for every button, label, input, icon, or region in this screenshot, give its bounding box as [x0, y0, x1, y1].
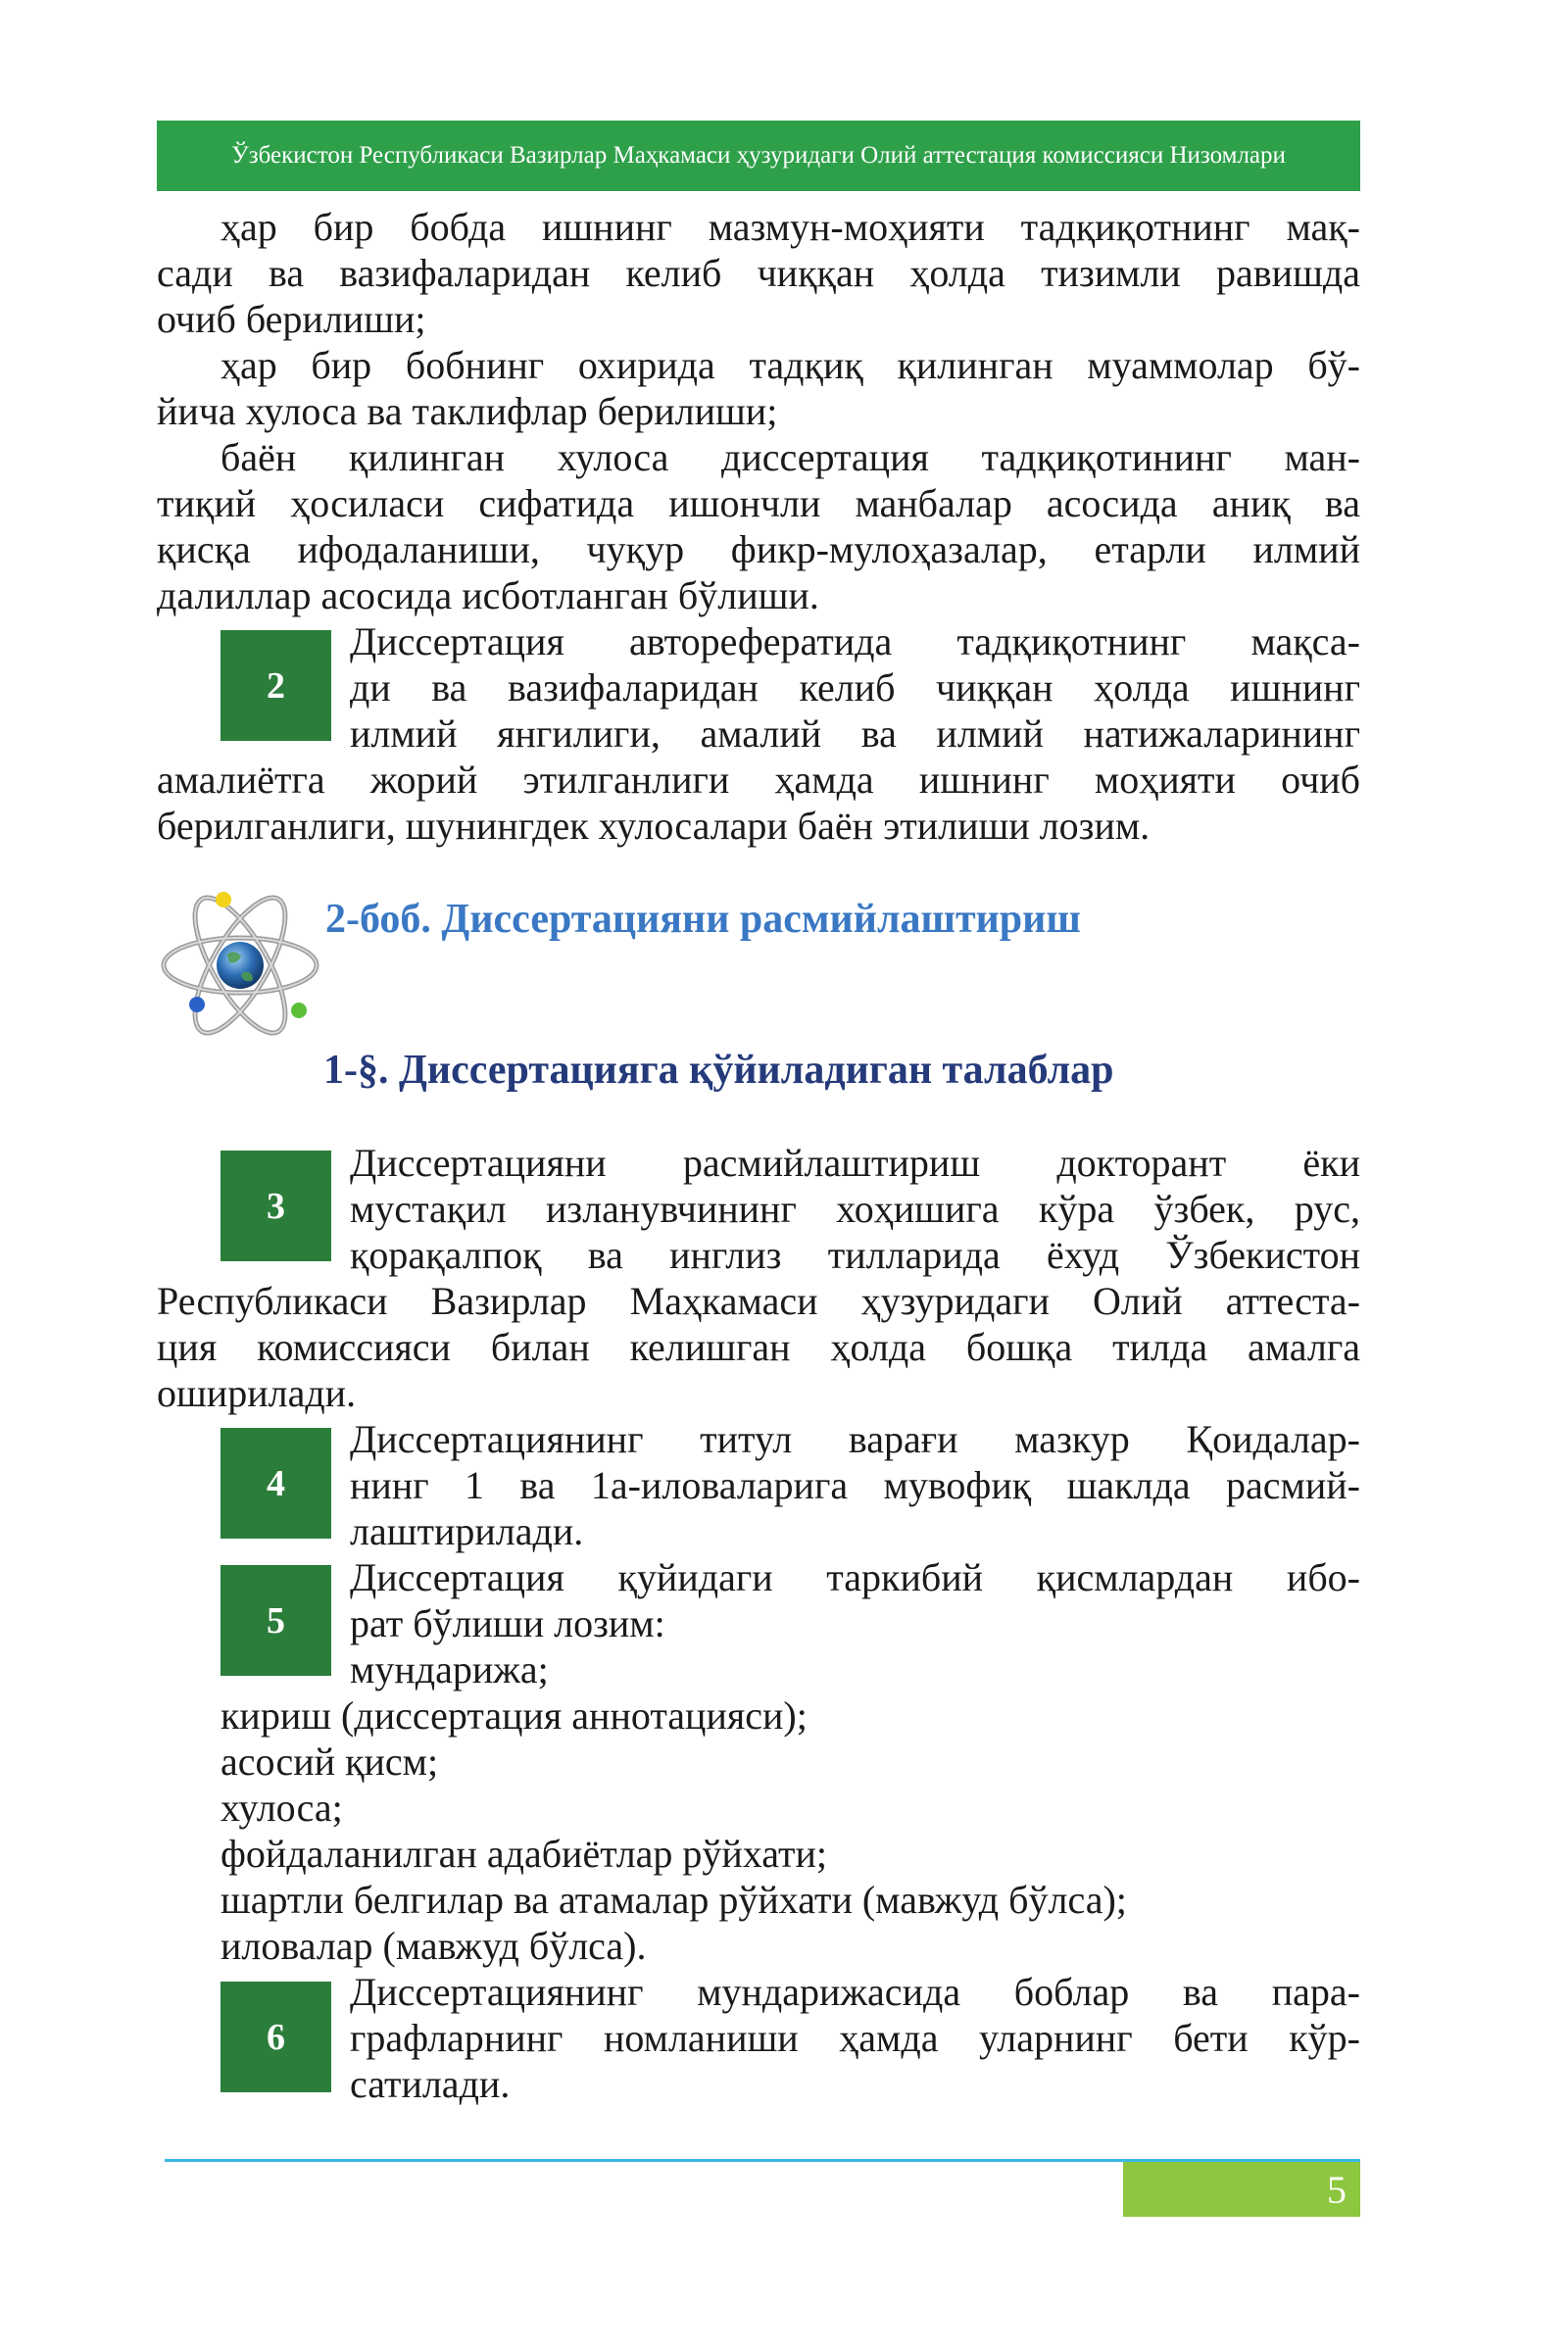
item-number-badge: 3: [220, 1151, 331, 1261]
item5-line: Диссертация қуйидаги таркибий қисмлардан ибо-: [350, 1555, 1360, 1599]
running-header-text: Ўзбекистон Республикаси Вазирлар Маҳкамаси ҳузуридаги Олий аттестация комиссияси Низомлари: [231, 142, 1286, 169]
item3-line: қорақалпоқ ва инглиз тилларида ёхуд Ўзбекистон: [350, 1233, 1360, 1277]
intro-line: тиқий ҳосиласи сифатида ишончли манбалар асосида аниқ ва: [157, 481, 1360, 525]
item2-line: ди ва вазифаларидан келиб чиққан ҳолда ишнинг: [350, 665, 1360, 710]
item-number-badge: 4: [220, 1428, 331, 1539]
item3-line: ция комиссияси билан келишган ҳолда бошқа тилда амалга: [157, 1325, 1360, 1369]
page-number: 5: [1327, 2167, 1347, 2212]
item-number-badge: 5: [220, 1565, 331, 1676]
intro-line: йича хулоса ва таклифлар берилиши;: [157, 389, 778, 433]
intro-line: далиллар асосида исботланган бўлиши.: [157, 573, 819, 617]
intro-line: қисқа ифодаланиши, чуқур фикр-мулоҳазалар, етарли илмий: [157, 527, 1360, 571]
item4-line: Диссертациянинг титул варағи мазкур Қоидалар-: [350, 1417, 1360, 1461]
running-header: [157, 121, 1360, 191]
intro-line: баён қилинган хулоса диссертация тадқиқотининг ман-: [220, 435, 1360, 479]
item-number-badge: 6: [220, 1982, 331, 2092]
item5-line: рат бўлиши лозим:: [350, 1601, 665, 1645]
item6-line: Диссертациянинг мундарижасида боблар ва пара-: [350, 1970, 1360, 2014]
intro-line: очиб берилиши;: [157, 297, 426, 341]
item4-line: лаштирилади.: [350, 1509, 584, 1553]
intro-line: ҳар бир бобда ишнинг мазмун-моҳияти тадқиқотнинг мақ-: [220, 205, 1360, 249]
section-title: 1-§. Диссертацияга қўйиладиган талаблар: [323, 1048, 1114, 1093]
item3-line: Диссертацияни расмийлаштириш докторант ёки: [350, 1141, 1360, 1185]
item3-line: мустақил изланувчининг хоҳишига кўра ўзбек, рус,: [350, 1187, 1360, 1231]
item5-line: мундарижа;: [350, 1647, 549, 1691]
atom-globe-icon: [157, 882, 323, 1049]
item2-line: берилганлиги, шунингдек хулосалари баён этилиши лозим.: [157, 804, 1151, 848]
item2-line: илмий янгилиги, амалий ва илмий натижаларининг: [350, 711, 1360, 756]
intro-line: ҳар бир бобнинг охирида тадқиқ қилинган муаммолар бў-: [220, 343, 1360, 387]
component-list-item: иловалар (мавжуд бўлса).: [220, 1924, 647, 1968]
item3-line: Республикаси Вазирлар Маҳкамаси ҳузуридаги Олий аттеста-: [157, 1279, 1360, 1323]
item6-line: графларнинг номланиши ҳамда уларнинг бети кўр-: [350, 2016, 1360, 2060]
item3-line: оширилади.: [157, 1371, 357, 1415]
component-list-item: хулоса;: [220, 1786, 343, 1830]
page-number-box: [1123, 2162, 1360, 2217]
item2-line: Диссертация авторефератида тадқиқотнинг мақса-: [350, 619, 1360, 663]
component-list-item: асосий қисм;: [220, 1740, 439, 1784]
item6-line: сатилади.: [350, 2062, 511, 2106]
component-list-item: шартли белгилар ва атамалар рўйхати (мавжуд бўлса);: [220, 1878, 1127, 1922]
component-list-item: кириш (диссертация аннотацияси);: [220, 1693, 808, 1738]
item2-line: амалиётга жорий этилганлиги ҳамда ишнинг моҳияти очиб: [157, 758, 1360, 802]
chapter-title: 2-боб. Диссертацияни расмийлаштириш: [325, 897, 1081, 942]
item4-line: нинг 1 ва 1а-иловаларига мувофиқ шаклда расмий-: [350, 1463, 1360, 1507]
component-list-item: фойдаланилган адабиётлар рўйхати;: [220, 1832, 828, 1876]
intro-line: сади ва вазифаларидан келиб чиққан ҳолда тизимли равишда: [157, 251, 1360, 295]
item-number-badge: 2: [220, 630, 331, 741]
